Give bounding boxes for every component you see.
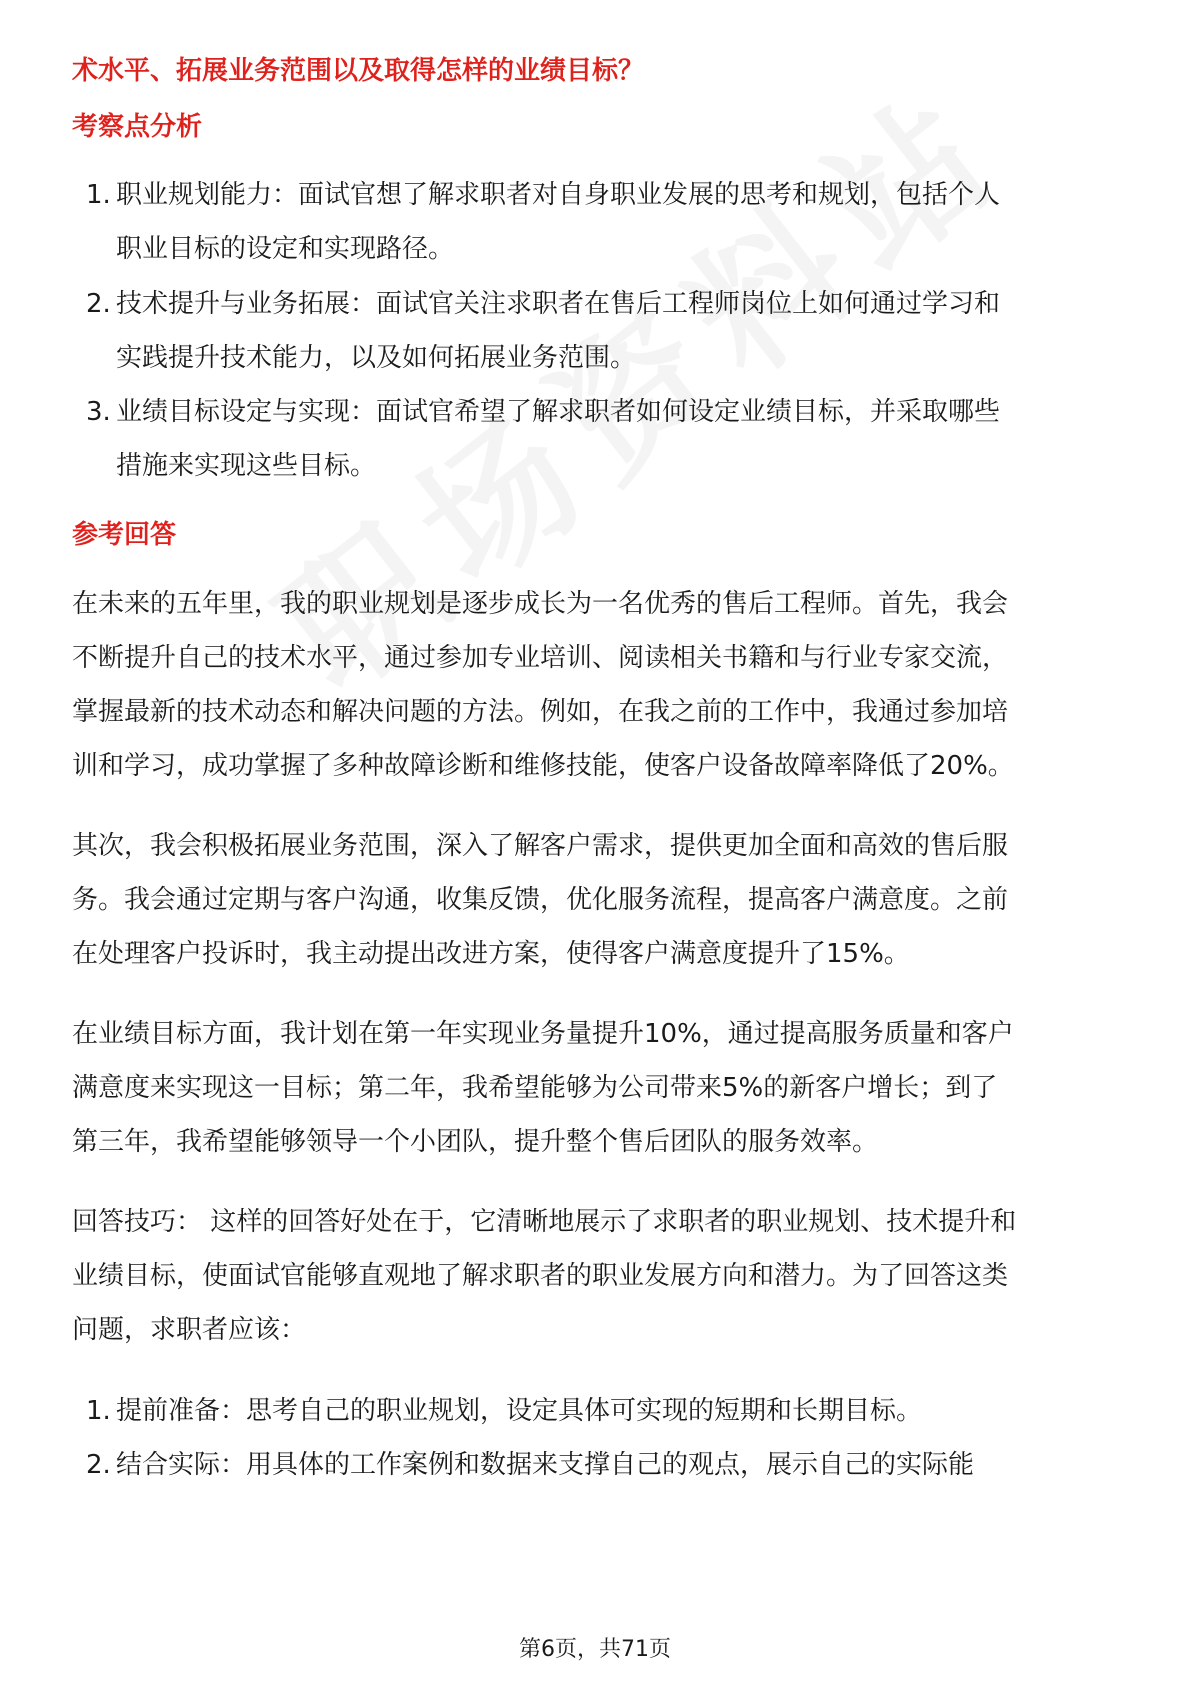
watermark: [230, 31, 1041, 731]
section-title-answer: 参考回答: [72, 520, 177, 550]
paragraph-line: 掌握最新的技术动态和解决问题的方法。例如，在我之前的工作中，我通过参加培: [72, 697, 1009, 727]
list-item-text: 职业规划能力：面试官想了解求职者对自身职业发展的思考和规划，包括个人: [116, 180, 1001, 210]
paragraph-line: 在业绩目标方面，我计划在第一年实现业务量提升10%，通过提高服务质量和客户: [72, 1019, 1014, 1049]
paragraph-line: 其次，我会积极拓展业务范围，深入了解客户需求，提供更加全面和高效的售后服: [72, 831, 1009, 861]
paragraph-line: 满意度来实现这一目标；第二年，我希望能够为公司带来5%的新客户增长；到了: [72, 1073, 998, 1103]
paragraph-line: 务。我会通过定期与客户沟通，收集反馈，优化服务流程，提高客户满意度。之前: [72, 885, 1009, 915]
list-item-text: 职业目标的设定和实现路径。: [116, 234, 455, 264]
list-item-text: 措施来实现这些目标。: [116, 451, 377, 481]
list-number: 3.: [86, 397, 111, 427]
list-item-text: 结合实际：用具体的工作案例和数据来支撑自己的观点，展示自己的实际能: [116, 1450, 975, 1480]
paragraph-line: 训和学习，成功掌握了多种故障诊断和维修技能，使客户设备故障率降低了20%。: [72, 751, 1014, 781]
paragraph-line: 问题，求职者应该：: [72, 1315, 307, 1345]
paragraph-line: 在未来的五年里，我的职业规划是逐步成长为一名优秀的售后工程师。首先，我会: [72, 589, 1009, 619]
list-number: 1.: [86, 180, 111, 210]
list-item-text: 技术提升与业务拓展：面试官关注求职者在售后工程师岗位上如何通过学习和: [116, 289, 1001, 319]
paragraph-line: 第三年，我希望能够领导一个小团队，提升整个售后团队的服务效率。: [72, 1127, 879, 1157]
paragraph-line: 回答技巧： 这样的回答好处在于，它清晰地展示了求职者的职业规划、技术提升和: [72, 1207, 1017, 1237]
list-item-text: 提前准备：思考自己的职业规划，设定具体可实现的短期和长期目标。: [116, 1396, 923, 1426]
intro-line: 术水平、拓展业务范围以及取得怎样的业绩目标？: [72, 56, 645, 86]
paragraph-line: 业绩目标，使面试官能够直观地了解求职者的职业发展方向和潜力。为了回答这类: [72, 1261, 1009, 1291]
list-number: 2.: [86, 289, 111, 319]
page-number: 第6页，共71页: [519, 1637, 671, 1662]
list-number: 2.: [86, 1450, 111, 1480]
section-title-analysis: 考察点分析: [72, 112, 203, 142]
paragraph-line: 不断提升自己的技术水平，通过参加专业培训、阅读相关书籍和与行业专家交流，: [72, 643, 1009, 673]
paragraph-line: 在处理客户投诉时，我主动提出改进方案，使得客户满意度提升了15%。: [72, 939, 910, 969]
list-number: 1.: [86, 1396, 111, 1426]
list-item-text: 实践提升技术能力，以及如何拓展业务范围。: [116, 343, 637, 373]
list-item-text: 业绩目标设定与实现：面试官希望了解求职者如何设定业绩目标，并采取哪些: [116, 397, 1001, 427]
